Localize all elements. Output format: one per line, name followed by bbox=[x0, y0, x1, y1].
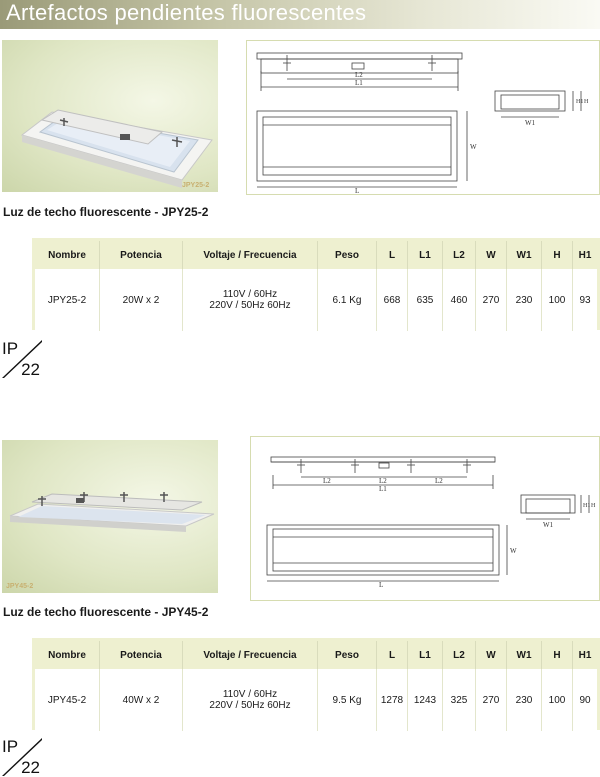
cell-h: 100 bbox=[542, 269, 573, 331]
col-header-w: W bbox=[476, 241, 507, 269]
cell-l1: 1243 bbox=[408, 669, 443, 731]
col-header-h: H bbox=[542, 641, 573, 669]
col-header-w1: W1 bbox=[507, 641, 542, 669]
cell-voltaje-line-1: 110V / 60Hz bbox=[222, 289, 278, 300]
photo-label: JPY45-2 bbox=[6, 583, 34, 590]
table-row bbox=[35, 669, 597, 731]
product-photo-jpy45 bbox=[2, 440, 218, 593]
cell-l1: 635 bbox=[408, 269, 443, 331]
col-header-nombre: Nombre bbox=[35, 241, 100, 269]
dim-label-l2-left: L2 bbox=[323, 477, 331, 485]
cell-l: 668 bbox=[377, 269, 408, 331]
dim-label-l2-right: L2 bbox=[435, 477, 443, 485]
cell-h1: 90 bbox=[573, 669, 598, 731]
product-photo-jpy25 bbox=[2, 40, 218, 192]
product-title: Luz de techo fluorescente - JPY25-2 bbox=[3, 205, 209, 219]
col-header-nombre: Nombre bbox=[35, 641, 100, 669]
dimension-drawing bbox=[251, 437, 599, 600]
ip-prefix: IP bbox=[2, 737, 19, 756]
cell-w1: 230 bbox=[507, 269, 542, 331]
cell-peso: 9.5 Kg bbox=[318, 669, 377, 731]
col-header-l2: L2 bbox=[443, 641, 476, 669]
cell-w1: 230 bbox=[507, 669, 542, 731]
table-header-row bbox=[35, 641, 597, 669]
table-row bbox=[35, 269, 597, 331]
col-header-w1: W1 bbox=[507, 241, 542, 269]
dim-label-w: W bbox=[510, 547, 517, 555]
dim-label-w: W bbox=[470, 143, 477, 151]
col-header-h1: H1 bbox=[573, 641, 598, 669]
ip-number: 22 bbox=[21, 758, 40, 777]
dim-label-h: H bbox=[584, 99, 589, 105]
table-header-row bbox=[35, 241, 597, 269]
technical-drawing-jpy45 bbox=[250, 436, 600, 601]
cell-l2: 460 bbox=[443, 269, 476, 331]
col-header-l: L bbox=[377, 641, 408, 669]
page-title: Artefactos pendientes fluorescentes bbox=[6, 0, 367, 25]
page-header bbox=[0, 0, 600, 29]
spec-table-jpy25 bbox=[35, 241, 597, 331]
spec-table-jpy45 bbox=[35, 641, 597, 731]
col-header-h: H bbox=[542, 241, 573, 269]
ip-number: 22 bbox=[21, 360, 40, 379]
dimension-drawing bbox=[247, 41, 599, 194]
dim-label-l1: L1 bbox=[379, 485, 387, 493]
dim-label-l2-mid: L2 bbox=[379, 477, 387, 485]
dim-label-l: L bbox=[379, 581, 384, 589]
col-header-l1: L1 bbox=[408, 641, 443, 669]
ip-rating-badge bbox=[2, 340, 42, 378]
cell-nombre: JPY25-2 bbox=[35, 269, 100, 331]
cell-h: 100 bbox=[542, 669, 573, 731]
photo-label: JPY25-2 bbox=[182, 182, 210, 189]
product-title: Luz de techo fluorescente - JPY45-2 bbox=[3, 605, 209, 619]
cell-l2: 325 bbox=[443, 669, 476, 731]
cell-potencia: 40W x 2 bbox=[100, 669, 183, 731]
col-header-l: L bbox=[377, 241, 408, 269]
cell-voltaje bbox=[183, 669, 318, 731]
col-header-voltaje: Voltaje / Frecuencia bbox=[183, 241, 318, 269]
technical-drawing-jpy25 bbox=[246, 40, 600, 195]
col-header-peso: Peso bbox=[318, 641, 377, 669]
luminaire-illustration bbox=[2, 40, 218, 192]
cell-voltaje-line-2: 220V / 50Hz 60Hz bbox=[209, 700, 291, 711]
col-header-voltaje: Voltaje / Frecuencia bbox=[183, 641, 318, 669]
ip-rating-badge bbox=[2, 738, 42, 776]
dim-label-l1: L1 bbox=[355, 79, 363, 87]
dim-label-h1: H1 bbox=[583, 503, 591, 509]
dim-label-w1: W1 bbox=[525, 119, 536, 127]
ip-prefix: IP bbox=[2, 339, 19, 358]
col-header-peso: Peso bbox=[318, 241, 377, 269]
cell-w: 270 bbox=[476, 669, 507, 731]
dim-label-w1: W1 bbox=[543, 521, 554, 529]
cell-potencia: 20W x 2 bbox=[100, 269, 183, 331]
col-header-potencia: Potencia bbox=[100, 241, 183, 269]
col-header-h1: H1 bbox=[573, 241, 598, 269]
cell-voltaje bbox=[183, 269, 318, 331]
dim-label-l2: L2 bbox=[355, 71, 363, 79]
cell-nombre: JPY45-2 bbox=[35, 669, 100, 731]
cell-w: 270 bbox=[476, 269, 507, 331]
cell-peso: 6.1 Kg bbox=[318, 269, 377, 331]
cell-l: 1278 bbox=[377, 669, 408, 731]
dim-label-h: H bbox=[591, 503, 596, 509]
cell-voltaje-line-1: 110V / 60Hz bbox=[222, 689, 278, 700]
cell-h1: 93 bbox=[573, 269, 598, 331]
col-header-potencia: Potencia bbox=[100, 641, 183, 669]
luminaire-illustration bbox=[2, 440, 218, 593]
dim-label-l: L bbox=[355, 187, 360, 194]
col-header-l2: L2 bbox=[443, 241, 476, 269]
cell-voltaje-line-2: 220V / 50Hz 60Hz bbox=[209, 300, 291, 311]
dim-label-h1: H1 bbox=[576, 99, 584, 105]
col-header-l1: L1 bbox=[408, 241, 443, 269]
col-header-w: W bbox=[476, 641, 507, 669]
